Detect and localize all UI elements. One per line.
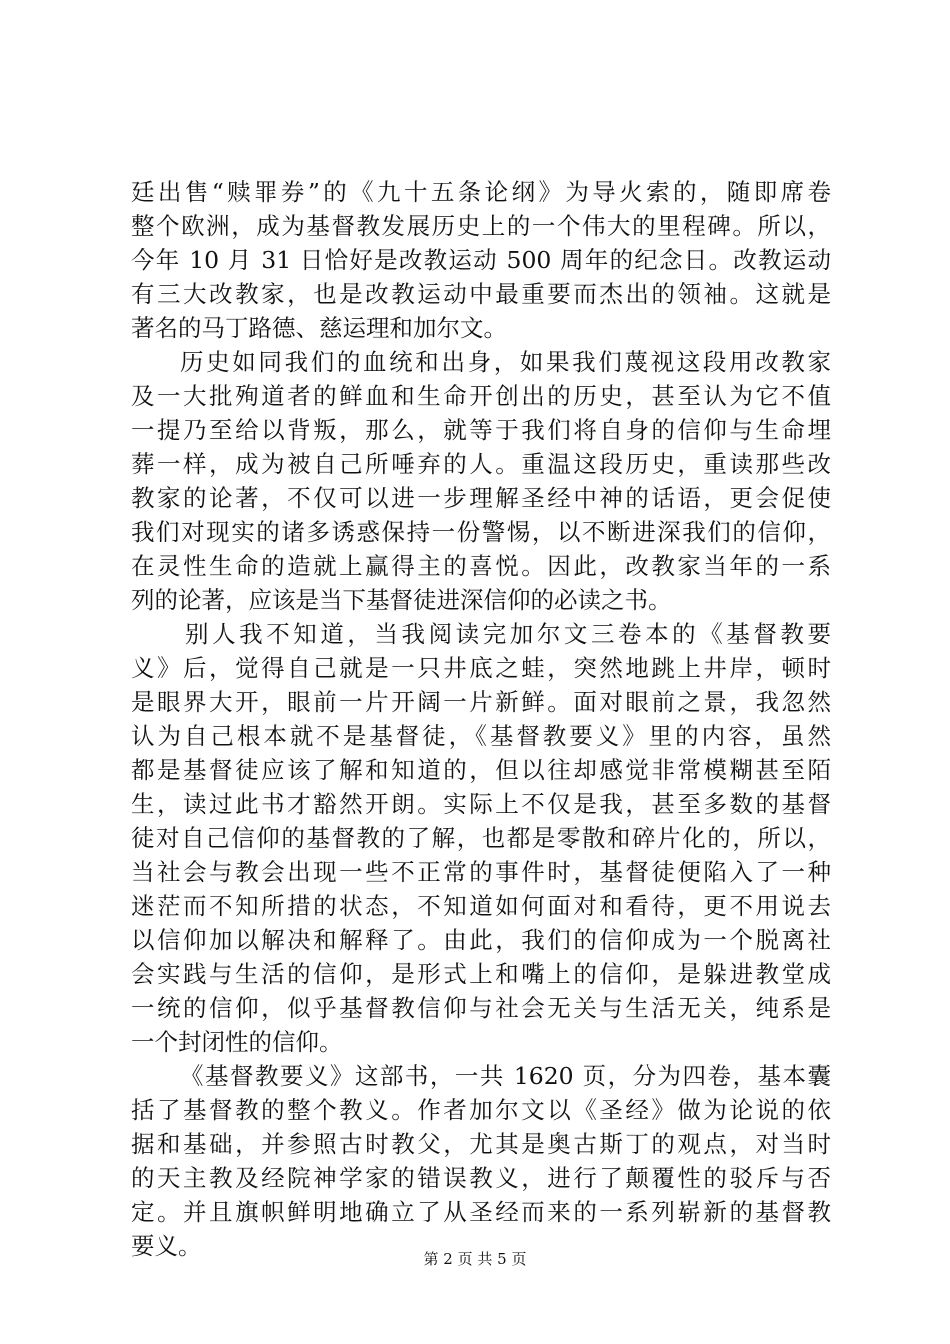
paragraph-first-line: 历史如同我们的血统和出身，如果我们蔑视这段用改教家 — [180, 348, 831, 376]
page-number-footer: 第 2 页 共 5 页 — [423, 1250, 527, 1268]
text-line: 生，读过此书才豁然开朗。实际上不仅是我，甚至多数的基督 — [131, 790, 831, 818]
text-line: 的天主教及经院神学家的错误教义，进行了颠覆性的驳斥与否 — [131, 1164, 831, 1192]
text-line: 括了基督教的整个教义。作者加尔文以《圣经》做为论说的依 — [131, 1096, 831, 1124]
text-line: 徒对自己信仰的基督教的了解，也都是零散和碎片化的，所以， — [131, 824, 831, 852]
text-line: 当社会与教会出现一些不正常的事件时，基督徒便陷入了一种 — [131, 858, 831, 886]
text-line: 在灵性生命的造就上赢得主的喜悦。因此，改教家当年的一系 — [131, 552, 831, 580]
text-line: 都是基督徒应该了解和知道的，但以往却感觉非常模糊甚至陌 — [131, 756, 831, 784]
text-line: 整个欧洲，成为基督教发展历史上的一个伟大的里程碑。所以， — [131, 212, 831, 240]
text-line: 据和基础，并参照古时教父，尤其是奥古斯丁的观点，对当时 — [131, 1130, 831, 1158]
text-line: 是眼界大开，眼前一片开阔一片新鲜。面对眼前之景，我忽然 — [131, 688, 831, 716]
paragraph-first-line: 别人我不知道，当我阅读完加尔文三卷本的《基督教要 — [185, 620, 831, 648]
text-line: 教家的论著，不仅可以进一步理解圣经中神的话语，更会促使 — [131, 484, 831, 512]
text-line: 今年 10 月 31 日恰好是改教运动 500 周年的纪念日。改教运动 — [131, 246, 831, 274]
text-line: 著名的马丁路德、慈运理和加尔文。 — [131, 314, 507, 342]
text-line: 以信仰加以解决和解释了。由此，我们的信仰成为一个脱离社 — [131, 926, 831, 954]
text-line: 我们对现实的诸多诱惑保持一份警惕，以不断进深我们的信仰， — [131, 518, 831, 546]
text-line: 认为自己根本就不是基督徒，《基督教要义》里的内容，虽然 — [131, 722, 831, 750]
paragraph-first-line: 《基督教要义》这部书，一共 1620 页，分为四卷，基本囊 — [180, 1062, 831, 1090]
text-line: 会实践与生活的信仰，是形式上和嘴上的信仰，是躲进教堂成 — [131, 960, 831, 988]
text-line: 葬一样，成为被自己所唾弃的人。重温这段历史，重读那些改 — [131, 450, 831, 478]
text-line: 一提乃至给以背叛，那么，就等于我们将自身的信仰与生命埋 — [131, 416, 831, 444]
text-line: 一个封闭性的信仰。 — [131, 1028, 343, 1056]
text-line: 列的论著，应该是当下基督徒进深信仰的必读之书。 — [131, 586, 672, 614]
text-line: 迷茫而不知所措的状态，不知道如何面对和看待，更不用说去 — [131, 892, 831, 920]
text-line: 有三大改教家，也是改教运动中最重要而杰出的领袖。这就是 — [131, 280, 831, 308]
text-line: 义》后，觉得自己就是一只井底之蛙，突然地跳上井岸，顿时 — [131, 654, 831, 682]
text-line: 廷出售“赎罪券”的《九十五条论纲》为导火索的，随即席卷 — [131, 178, 831, 206]
text-line: 及一大批殉道者的鲜血和生命开创出的历史，甚至认为它不值 — [131, 382, 831, 410]
text-line: 要义。 — [131, 1232, 202, 1260]
text-line: 一统的信仰，似乎基督教信仰与社会无关与生活无关，纯系是 — [131, 994, 831, 1022]
text-line: 定。并且旗帜鲜明地确立了从圣经而来的一系列崭新的基督教 — [131, 1198, 831, 1226]
